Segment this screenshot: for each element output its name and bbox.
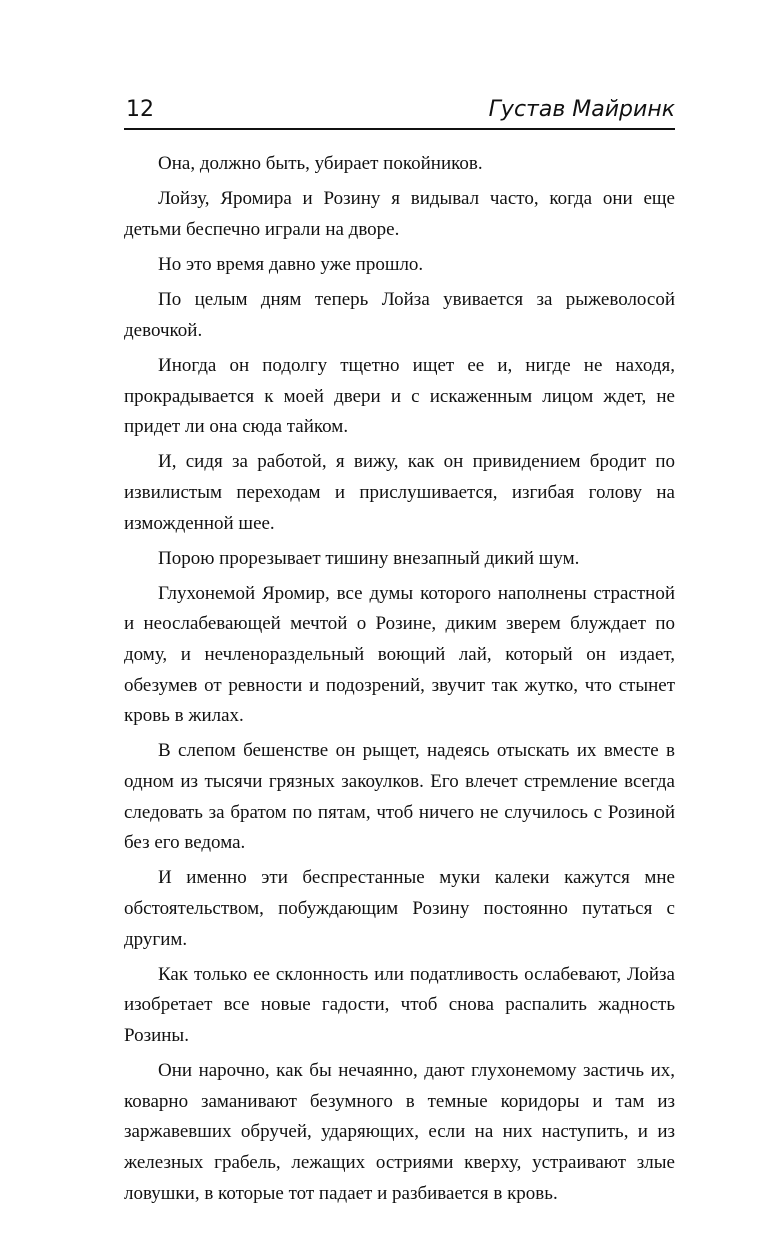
paragraph: Иногда он подолгу тщетно ищет ее и, нигде не находя, прокрадывается к моей двери и с искаженным лицом ждет, не придет ли она сюда тайком. — [124, 354, 675, 438]
paragraph: Они нарочно, как бы нечаянно, дают глухонемому застичь их, коварно заманивают безумного в темные коридоры и там из заржавевших обручей, ударяющих, если на них наступить, и из железных грабель, лежащих остриями кверху, устраивают злые ловушки, в которые тот падает и разбивается в кровь. — [124, 1060, 675, 1204]
paragraph: И, сидя за работой, я вижу, как он привидением бродит по извилистым переходам и прислушивается, изгибая голову на изможденной шее. — [124, 451, 675, 534]
paragraph: Но это время давно уже прошло. — [158, 253, 424, 275]
book-author: Густав Майринк — [488, 97, 675, 122]
page-number: 12 — [126, 97, 154, 122]
paragraph: В слепом бешенстве он рыщет, надеясь отыскать их вместе в одном из тысячи грязных закоулков. Его влечет стремление всегда следовать за братом по пятам, чтоб ничего не случилось с Розиной без его ведома. — [124, 740, 675, 854]
body-text — [124, 149, 675, 1214]
paragraph: Порою прорезывает тишину внезапный дикий шум. — [158, 547, 580, 569]
running-header — [124, 94, 675, 130]
paragraph: По целым дням теперь Лойза увивается за рыжеволосой девочкой. — [124, 289, 675, 341]
paragraph: И именно эти беспрестанные муки калеки кажутся мне обстоятельством, побуждающим Розину постоянно путаться с другим. — [124, 867, 675, 950]
paragraph: Она, должно быть, убирает покойников. — [158, 153, 483, 174]
paragraph: Как только ее склонность или податливость ослабевают, Лойза изобретает все новые гадости, чтоб снова распалить жадность Розины. — [124, 963, 675, 1046]
paragraph: Глухонемой Яромир, все думы которого наполнены страстной и неослабевающей мечтой о Розине, диким зверем блуждает по дому, и нечленораздельный воющий лай, который он издает, обезумев от ревности и подозрений, звучит так жутко, что стынет кровь в жилах. — [124, 582, 675, 727]
paragraph: Лойзу, Яромира и Розину я видывал часто, когда они еще детьми беспечно играли на дворе. — [124, 188, 675, 240]
